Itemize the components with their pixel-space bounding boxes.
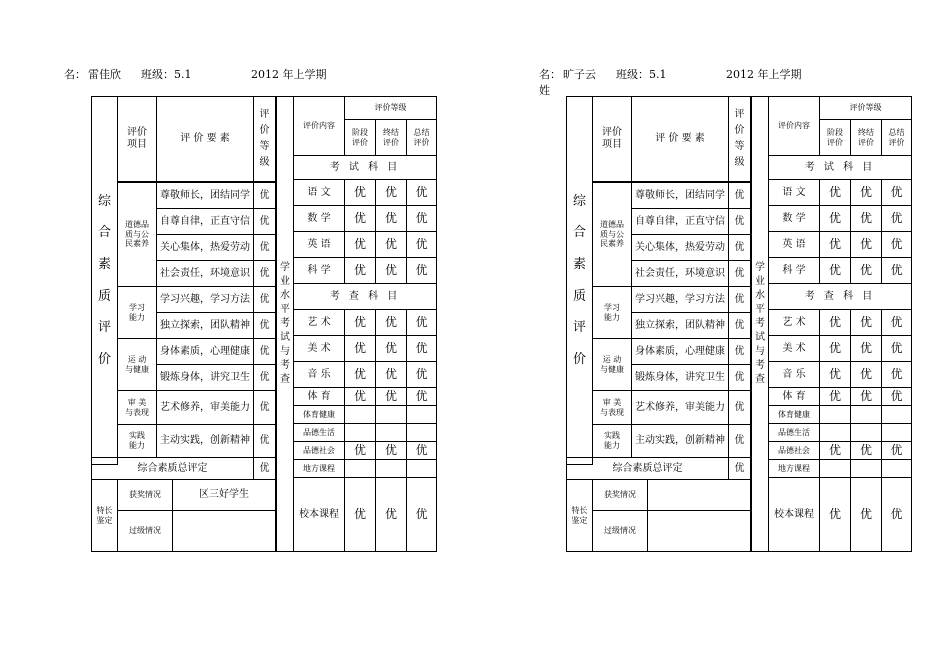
eval-grade: 优 (253, 338, 276, 365)
academic-level-label (276, 96, 294, 552)
term-label: 2012 年上学期 (726, 68, 802, 81)
eval-element: 社会责任，环境意识 (156, 260, 254, 287)
course-row-grade-1 (819, 405, 851, 424)
check-row-grade-1: 优 (819, 387, 851, 406)
vertical-char: 业 (280, 276, 290, 287)
exam-row-grade-3: 优 (406, 257, 437, 284)
exam-row-subject: 英 语 (768, 231, 820, 258)
name-label: 名： (64, 68, 86, 81)
check-row-subject: 美 术 (768, 335, 820, 362)
header-eval-item: 评价 项目 (117, 96, 157, 182)
vertical-char: 查 (755, 374, 765, 385)
exam-row-grade-2: 优 (850, 205, 882, 232)
exam-row-grade-1: 优 (819, 257, 851, 284)
check-row-subject: 体 育 (768, 387, 820, 406)
group-name: 道德品 质与公 民素养 (592, 182, 632, 287)
award-value: 区三好学生 (172, 479, 276, 511)
check-row-grade-2: 优 (850, 361, 882, 388)
vertical-char: 水 (755, 290, 765, 301)
course-row-subject: 地方课程 (768, 459, 820, 478)
course-row-subject: 体育健康 (293, 405, 345, 424)
vertical-char: 等 (259, 141, 270, 152)
eval-element: 主动实践，创新精神 (631, 424, 729, 458)
academic-level-label (751, 96, 769, 552)
group-name: 道德品 质与公 民素养 (117, 182, 157, 287)
check-row-grade-1: 优 (344, 387, 376, 406)
exam-subjects-header: 考 试 科 目 (293, 155, 437, 180)
check-row-grade-1: 优 (819, 335, 851, 362)
check-row-grade-2: 优 (375, 309, 407, 336)
exam-row-grade-3: 优 (881, 257, 912, 284)
exam-row-grade-1: 优 (344, 231, 376, 258)
vertical-char: 合 (572, 225, 586, 241)
eval-element: 尊敬师长，团结同学 (631, 182, 729, 209)
header-eval-grade (728, 96, 751, 182)
check-row-subject: 美 术 (293, 335, 345, 362)
eval-element: 关心集体，热爱劳动 (631, 234, 729, 261)
course-row-grade-2: 优 (375, 441, 407, 460)
eval-grade: 优 (728, 234, 751, 261)
grade-pass-label: 过级情况 (592, 510, 648, 552)
eval-element: 独立探索，团队精神 (156, 312, 254, 339)
eval-grade: 优 (253, 390, 276, 425)
eval-element: 锻炼身体，讲究卫生 (631, 364, 729, 391)
header-col-1: 阶段 评价 (344, 119, 376, 156)
wrapped-surname: 姓 (539, 84, 550, 97)
group-name: 审 美 与表现 (592, 390, 632, 425)
eval-element: 艺术修养，审美能力 (631, 390, 729, 425)
school-course-row-grade-1: 优 (344, 477, 376, 552)
course-row-grade-1 (344, 423, 376, 442)
vertical-char: 平 (280, 304, 290, 315)
course-row-grade-2 (850, 459, 882, 478)
eval-grade: 优 (728, 182, 751, 209)
header-eval-elements: 评 价 要 素 (156, 96, 254, 182)
award-label: 获奖情况 (592, 479, 648, 511)
exam-row-grade-2: 优 (850, 231, 882, 258)
vertical-char: 综 (97, 193, 111, 209)
course-row-subject: 品德社会 (293, 441, 345, 460)
header-eval-content: 评价内容 (293, 96, 345, 156)
vertical-char: 评 (97, 320, 111, 336)
school-course-row-grade-3: 优 (881, 477, 912, 552)
check-row-grade-3: 优 (406, 361, 437, 388)
eval-element: 自尊自律，正直守信 (631, 208, 729, 235)
check-row-grade-1: 优 (344, 309, 376, 336)
group-name: 实践 能力 (592, 424, 632, 458)
course-row-grade-3: 优 (881, 441, 912, 460)
vertical-char: 与 (755, 346, 765, 357)
special-label: 特长 鉴定 (91, 479, 118, 552)
course-row-grade-1 (344, 459, 376, 478)
course-row-subject: 品德生活 (768, 423, 820, 442)
course-row-subject: 品德社会 (768, 441, 820, 460)
check-row-subject: 音 乐 (768, 361, 820, 388)
vertical-char: 质 (97, 288, 111, 304)
check-row-grade-2: 优 (850, 309, 882, 336)
school-course-row-grade-1: 优 (819, 477, 851, 552)
vertical-char: 等 (734, 141, 745, 152)
grade-pass-value (647, 510, 751, 552)
vertical-char: 价 (572, 351, 586, 367)
course-row-grade-2 (850, 405, 882, 424)
course-row-subject: 地方课程 (293, 459, 345, 478)
check-row-subject: 音 乐 (293, 361, 345, 388)
vertical-char: 考 (755, 318, 765, 329)
vertical-char: 评 (259, 109, 270, 120)
eval-grade: 优 (253, 364, 276, 391)
term-label: 2012 年上学期 (251, 68, 327, 81)
group-name: 审 美 与表现 (117, 390, 157, 425)
exam-row-subject: 数 学 (293, 205, 345, 232)
course-row-grade-2 (375, 405, 407, 424)
course-row-grade-3: 优 (406, 441, 437, 460)
total-grade: 优 (728, 457, 751, 480)
course-row-grade-3 (881, 459, 912, 478)
vertical-char: 考 (280, 360, 290, 371)
check-row-grade-3: 优 (881, 361, 912, 388)
check-row-subject: 体 育 (293, 387, 345, 406)
course-row-grade-2 (850, 423, 882, 442)
check-row-grade-2: 优 (850, 335, 882, 362)
course-row-subject: 品德生活 (293, 423, 345, 442)
comprehensive-quality-label (566, 96, 593, 465)
course-row-grade-3 (881, 405, 912, 424)
vertical-char: 试 (280, 332, 290, 343)
vertical-char: 评 (572, 320, 586, 336)
vertical-char: 学 (280, 262, 290, 273)
header-line (475, 66, 945, 96)
vertical-char: 试 (755, 332, 765, 343)
school-course-row-grade-2: 优 (375, 477, 407, 552)
check-row-grade-3: 优 (406, 387, 437, 406)
course-row-grade-2: 优 (850, 441, 882, 460)
check-row-subject: 艺 术 (768, 309, 820, 336)
exam-row-subject: 语 文 (293, 179, 345, 206)
exam-row-subject: 语 文 (768, 179, 820, 206)
check-row-grade-3: 优 (881, 309, 912, 336)
school-course-row-subject: 校本课程 (293, 477, 345, 552)
check-row-grade-3: 优 (881, 387, 912, 406)
course-row-grade-1: 优 (344, 441, 376, 460)
header-col-3: 总结 评价 (881, 119, 912, 156)
eval-element: 主动实践，创新精神 (156, 424, 254, 458)
header-eval-grade (253, 96, 276, 182)
course-row-grade-1 (344, 405, 376, 424)
check-row-grade-2: 优 (850, 387, 882, 406)
header-eval-content: 评价内容 (768, 96, 820, 156)
exam-row-grade-2: 优 (375, 257, 407, 284)
header-col-1: 阶段 评价 (819, 119, 851, 156)
group-name: 学习 能力 (592, 286, 632, 339)
eval-grade: 优 (253, 260, 276, 287)
school-course-row-subject: 校本课程 (768, 477, 820, 552)
eval-element: 尊敬师长，团结同学 (156, 182, 254, 209)
school-course-row-grade-2: 优 (850, 477, 882, 552)
eval-grade: 优 (728, 208, 751, 235)
group-name: 运 动 与健康 (117, 338, 157, 391)
exam-row-grade-3: 优 (881, 231, 912, 258)
vertical-char: 查 (280, 374, 290, 385)
check-row-grade-3: 优 (406, 309, 437, 336)
course-row-grade-3 (406, 423, 437, 442)
eval-grade: 优 (728, 260, 751, 287)
exam-row-grade-2: 优 (850, 257, 882, 284)
name-label: 名： (539, 68, 561, 81)
eval-element: 社会责任，环境意识 (631, 260, 729, 287)
vertical-char: 业 (755, 276, 765, 287)
course-row-grade-3 (406, 405, 437, 424)
eval-grade: 优 (728, 364, 751, 391)
header-col-2: 终结 评价 (375, 119, 407, 156)
eval-grade: 优 (253, 312, 276, 339)
total-label: 综合素质总评定 (91, 457, 254, 480)
eval-grade: 优 (253, 234, 276, 261)
check-subjects-header: 考 查 科 目 (293, 283, 437, 310)
check-row-grade-1: 优 (344, 335, 376, 362)
vertical-char: 与 (280, 346, 290, 357)
header-col-3: 总结 评价 (406, 119, 437, 156)
eval-grade: 优 (253, 208, 276, 235)
vertical-char: 学 (755, 262, 765, 273)
check-row-grade-1: 优 (819, 309, 851, 336)
exam-row-grade-1: 优 (819, 179, 851, 206)
check-row-grade-3: 优 (406, 335, 437, 362)
check-row-grade-2: 优 (375, 387, 407, 406)
vertical-char: 级 (259, 157, 270, 168)
student-name: 旷子云 (563, 68, 596, 81)
total-grade: 优 (253, 457, 276, 480)
total-label: 综合素质总评定 (566, 457, 729, 480)
header-eval-elements: 评 价 要 素 (631, 96, 729, 182)
vertical-char: 合 (97, 225, 111, 241)
eval-element: 身体素质，心理健康 (156, 338, 254, 365)
eval-element: 独立探索，团队精神 (631, 312, 729, 339)
vertical-char: 质 (572, 288, 586, 304)
eval-grade: 优 (728, 286, 751, 313)
check-row-grade-2: 优 (375, 335, 407, 362)
exam-row-subject: 英 语 (293, 231, 345, 258)
school-course-row-grade-3: 优 (406, 477, 437, 552)
exam-row-grade-1: 优 (819, 205, 851, 232)
check-row-subject: 艺 术 (293, 309, 345, 336)
check-subjects-header: 考 查 科 目 (768, 283, 912, 310)
course-row-grade-1 (819, 459, 851, 478)
exam-row-grade-1: 优 (819, 231, 851, 258)
vertical-char: 级 (734, 157, 745, 168)
course-row-grade-3 (406, 459, 437, 478)
course-row-grade-3 (881, 423, 912, 442)
exam-row-grade-3: 优 (406, 205, 437, 232)
header-line (0, 66, 470, 96)
eval-grade: 优 (253, 286, 276, 313)
header-eval-item: 评价 项目 (592, 96, 632, 182)
vertical-char: 考 (755, 360, 765, 371)
class-label: 班级：5.1 (616, 68, 667, 81)
group-name: 运 动 与健康 (592, 338, 632, 391)
check-row-grade-1: 优 (819, 361, 851, 388)
vertical-char: 评 (734, 109, 745, 120)
vertical-char: 素 (572, 256, 586, 272)
student-name: 雷佳欣 (88, 68, 121, 81)
grade-pass-label: 过级情况 (117, 510, 173, 552)
exam-row-subject: 科 学 (293, 257, 345, 284)
eval-element: 学习兴趣，学习方法 (156, 286, 254, 313)
vertical-char: 考 (280, 318, 290, 329)
vertical-char: 价 (97, 351, 111, 367)
special-label: 特长 鉴定 (566, 479, 593, 552)
course-row-grade-2 (375, 423, 407, 442)
exam-row-grade-2: 优 (375, 231, 407, 258)
exam-row-subject: 科 学 (768, 257, 820, 284)
group-name: 学习 能力 (117, 286, 157, 339)
class-label: 班级：5.1 (141, 68, 192, 81)
header-eval-level: 评价等级 (819, 96, 912, 120)
grade-pass-value (172, 510, 276, 552)
vertical-char: 水 (280, 290, 290, 301)
eval-grade: 优 (728, 390, 751, 425)
vertical-char: 平 (755, 304, 765, 315)
comprehensive-quality-label (91, 96, 118, 465)
award-value (647, 479, 751, 511)
exam-row-grade-3: 优 (406, 231, 437, 258)
group-name: 实践 能力 (117, 424, 157, 458)
eval-element: 关心集体，热爱劳动 (156, 234, 254, 261)
award-label: 获奖情况 (117, 479, 173, 511)
eval-grade: 优 (728, 424, 751, 458)
exam-row-grade-3: 优 (881, 205, 912, 232)
vertical-char: 综 (572, 193, 586, 209)
check-row-grade-1: 优 (344, 361, 376, 388)
vertical-char: 素 (97, 256, 111, 272)
vertical-char: 价 (259, 125, 270, 136)
eval-element: 身体素质，心理健康 (631, 338, 729, 365)
course-row-grade-1: 优 (819, 441, 851, 460)
eval-element: 自尊自律，正直守信 (156, 208, 254, 235)
exam-row-subject: 数 学 (768, 205, 820, 232)
exam-row-grade-3: 优 (881, 179, 912, 206)
check-row-grade-2: 优 (375, 361, 407, 388)
exam-row-grade-3: 优 (406, 179, 437, 206)
eval-element: 学习兴趣，学习方法 (631, 286, 729, 313)
eval-grade: 优 (728, 312, 751, 339)
exam-row-grade-2: 优 (375, 179, 407, 206)
check-row-grade-3: 优 (881, 335, 912, 362)
eval-element: 锻炼身体，讲究卫生 (156, 364, 254, 391)
course-row-grade-1 (819, 423, 851, 442)
header-col-2: 终结 评价 (850, 119, 882, 156)
course-row-grade-2 (375, 459, 407, 478)
course-row-subject: 体育健康 (768, 405, 820, 424)
eval-grade: 优 (253, 424, 276, 458)
eval-element: 艺术修养，审美能力 (156, 390, 254, 425)
exam-row-grade-1: 优 (344, 205, 376, 232)
header-eval-level: 评价等级 (344, 96, 437, 120)
vertical-char: 价 (734, 125, 745, 136)
exam-subjects-header: 考 试 科 目 (768, 155, 912, 180)
eval-grade: 优 (253, 182, 276, 209)
exam-row-grade-1: 优 (344, 257, 376, 284)
exam-row-grade-2: 优 (850, 179, 882, 206)
exam-row-grade-1: 优 (344, 179, 376, 206)
exam-row-grade-2: 优 (375, 205, 407, 232)
eval-grade: 优 (728, 338, 751, 365)
